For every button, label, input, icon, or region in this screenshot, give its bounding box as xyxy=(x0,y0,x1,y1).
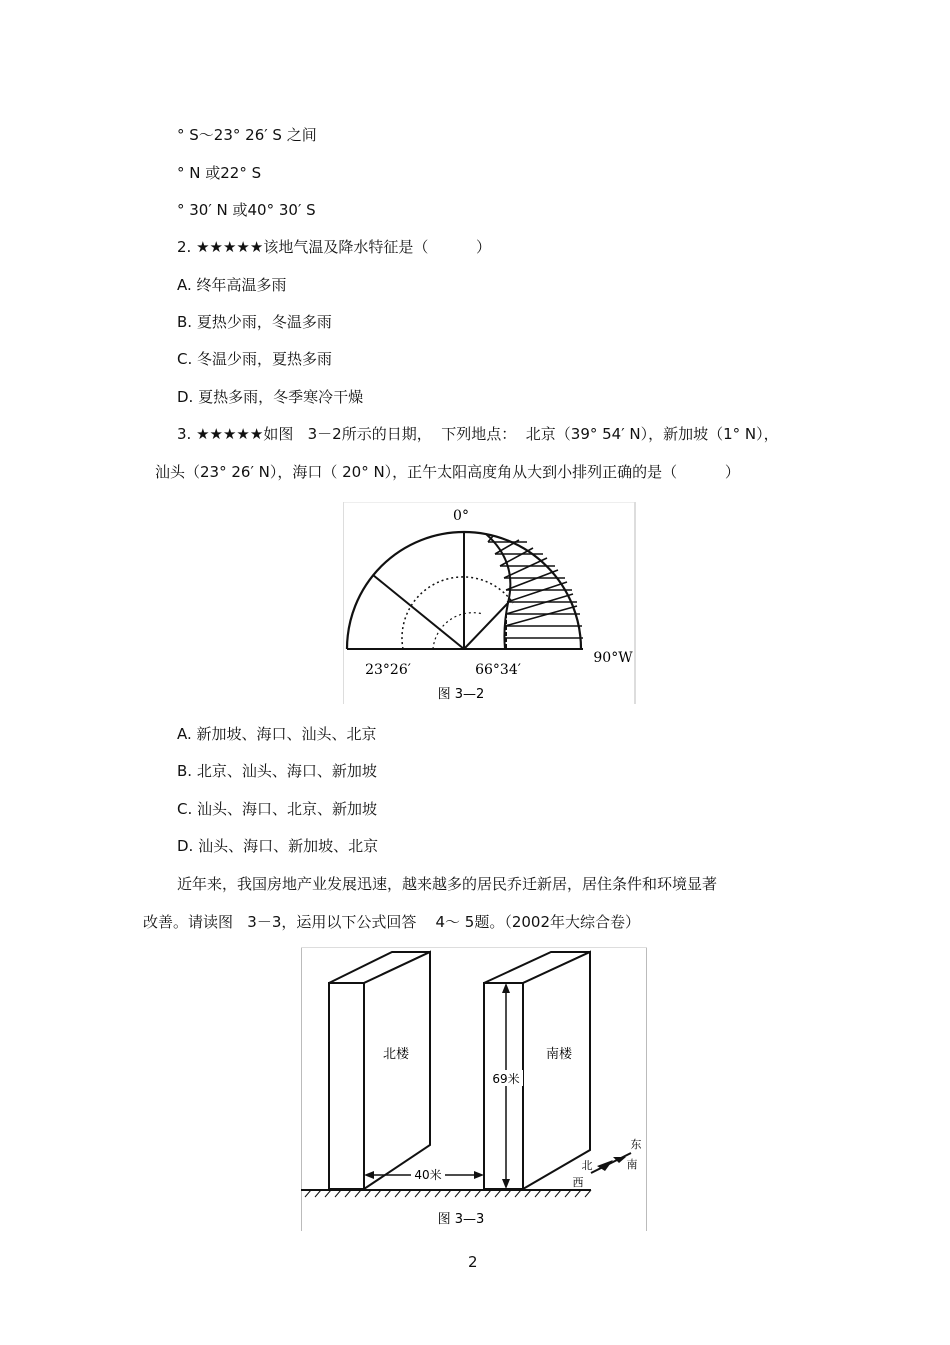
south-building-label: 南楼 xyxy=(545,1047,573,1062)
distance-label: 40米 xyxy=(414,1168,442,1182)
label-23-26: 23°26′ xyxy=(365,662,411,678)
compass-east: 东 xyxy=(630,1138,642,1151)
paragraph-line-1: 近年来，我国房地产业发展迅速，越来越多的居民乔迁新居，居住条件和环境显著 xyxy=(177,875,718,893)
compass-south: 南 xyxy=(626,1158,638,1171)
line-latitude-3: ° 30′ N 或40° 30′ S xyxy=(177,201,316,219)
compass-west: 西 xyxy=(572,1176,584,1189)
label-0-deg: 0° xyxy=(453,508,469,524)
q2-option-d: D. 夏热多雨，冬季寒冷干燥 xyxy=(177,388,364,406)
figure-3-2-diagram xyxy=(343,502,636,704)
question-2: 2. ★★★★★该地气温及降水特征是（ ） xyxy=(177,238,491,256)
question-3-cont: 汕头（23° 26′ N），海口（ 20° N），正午太阳高度角从大到小排列正确的是（ ） xyxy=(155,463,740,481)
height-label: 69米 xyxy=(492,1072,520,1086)
q2-option-c: C. 冬温少雨，夏热多雨 xyxy=(177,350,333,368)
compass-icon xyxy=(591,1153,631,1173)
question-3: 3. ★★★★★如图 3－2所示的日期， 下列地点： 北京（39° 54′ N），新加坡（1° N）， xyxy=(177,425,779,443)
q3-option-d: D. 汕头、海口、新加坡、北京 xyxy=(177,837,379,855)
figure-3-3-caption: 图 3—3 xyxy=(437,1212,485,1227)
paragraph-line-2: 改善。请读图 3－3，运用以下公式回答 4～ 5题。（2002年大综合卷） xyxy=(143,913,640,931)
page-number: 2 xyxy=(468,1253,478,1271)
q2-option-a: A. 终年高温多雨 xyxy=(177,276,287,294)
figure-3-3-diagram xyxy=(301,947,647,1231)
figure-3-3 xyxy=(301,947,647,1231)
label-66-34: 66°34′ xyxy=(475,662,521,678)
q3-option-c: C. 汕头、海口、北京、新加坡 xyxy=(177,800,378,818)
label-90w: 90°W xyxy=(593,650,633,666)
line-latitude-2: ° N 或22° S xyxy=(177,164,262,182)
figure-3-2-caption: 图 3—2 xyxy=(437,687,485,702)
line-latitude-1: ° S～23° 26′ S 之间 xyxy=(177,126,317,144)
compass-north: 北 xyxy=(581,1159,593,1172)
q3-option-a: A. 新加坡、海口、汕头、北京 xyxy=(177,725,377,743)
q3-option-b: B. 北京、汕头、海口、新加坡 xyxy=(177,762,377,780)
north-building-label: 北楼 xyxy=(382,1047,410,1062)
figure-3-2 xyxy=(343,502,636,704)
q2-option-b: B. 夏热少雨，冬温多雨 xyxy=(177,313,332,331)
